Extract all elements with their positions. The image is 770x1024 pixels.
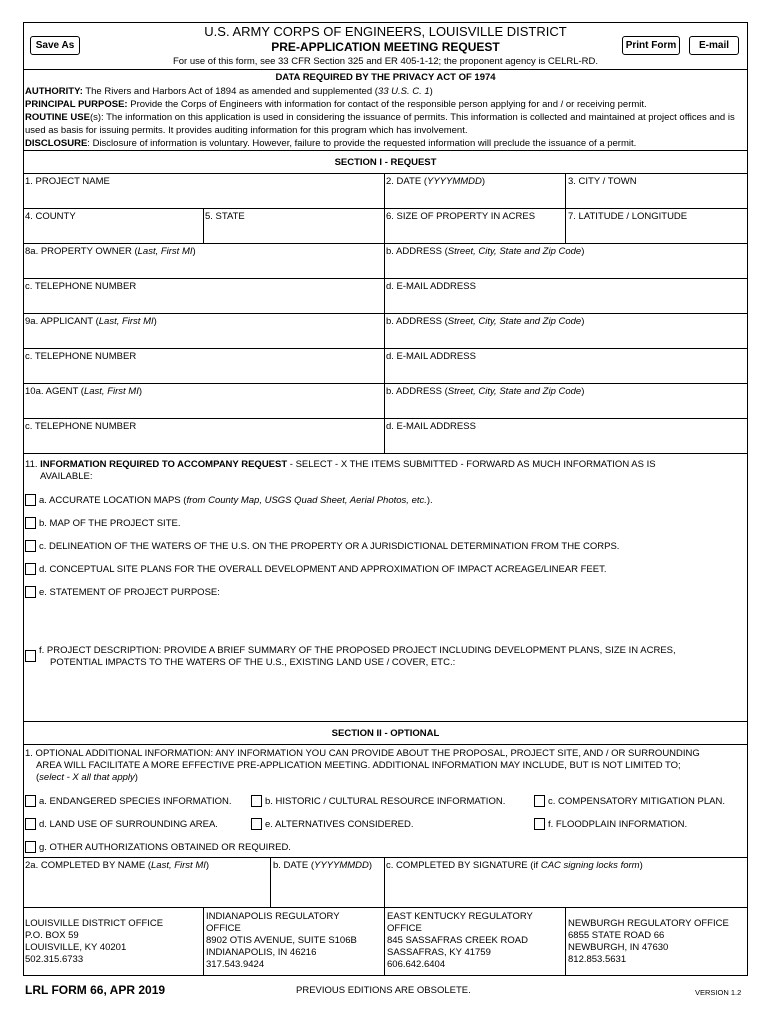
project-site-map-label: b. MAP OF THE PROJECT SITE. [39,518,181,529]
latlong-input[interactable] [568,225,745,241]
floodplain-label: f. FLOODPLAIN INFORMATION. [548,819,688,830]
disclosure-label: DISCLOSURE [25,138,88,149]
optional-info-line2: AREA WILL FACILITATE A MORE EFFECTIVE PRE-APPLICATION MEETING. ADDITIONAL INFORMATION MAY INCLUDE, BUT IS NOT LIMITED TO; [36,760,681,771]
checkbox-floodplain[interactable] [534,818,545,830]
purpose-label: PRINCIPAL PURPOSE: [25,99,128,110]
privacy-statement [25,85,745,150]
agent-email-input[interactable] [386,435,745,451]
completed-date-input[interactable] [273,876,381,892]
checkbox-compensatory-mitigation[interactable] [534,795,545,807]
applicant-address-label: b. ADDRESS (Street, City, State and Zip Code) [386,316,585,327]
routine-text: : The information on this application is used in considering the issuance of permits. This information is collected and maintained at project offices and is used as basis for issuing permits. It provides auditing information for this program which has involvement. [25,112,735,136]
date-label: 2. DATE (YYYYMMDD) [386,176,486,187]
save-as-button[interactable]: Save As [30,36,80,55]
project-name-input[interactable] [25,190,382,206]
routine-paren: (s) [89,112,102,123]
print-form-button[interactable]: Print Form [622,36,680,55]
header-agency: U.S. ARMY CORPS OF ENGINEERS, LOUISVILLE DISTRICT [204,24,567,39]
owner-address-input[interactable] [386,260,745,276]
city-label: 3. CITY / TOWN [568,176,637,187]
signature-label: c. COMPLETED BY SIGNATURE (if CAC signing locks form) [386,860,643,871]
authority-label: AUTHORITY: [25,86,83,97]
completed-by-name-input[interactable] [25,876,268,892]
email-button[interactable]: E-mail [689,36,739,55]
size-input[interactable] [386,225,563,241]
project-purpose-input[interactable] [39,601,739,641]
east-kentucky-office: EAST KENTUCKY REGULATORY OFFICE 845 SASSAFRAS CREEK ROAD SASSAFRAS, KY 41759 606.642.6404 [387,911,533,970]
owner-address-label: b. ADDRESS (Street, City, State and Zip Code) [386,246,585,257]
form-title: PRE-APPLICATION MEETING REQUEST [271,40,500,54]
applicant-phone-label: c. TELEPHONE NUMBER [25,351,137,362]
date-input[interactable] [386,190,563,206]
project-description-input[interactable] [39,672,739,718]
privacy-title: DATA REQUIRED BY THE PRIVACY ACT OF 1974 [275,72,496,83]
routine-label: ROUTINE USE [25,112,90,123]
agent-phone-label: c. TELEPHONE NUMBER [25,421,137,432]
pre-application-form [23,22,748,1012]
indianapolis-office: INDIANAPOLIS REGULATORY OFFICE 8902 OTIS AVENUE, SUITE S106B INDIANAPOLIS, IN 46216 317.543.9424 [206,911,357,970]
checkbox-project-site-map[interactable] [25,517,36,529]
authority-end: ) [429,86,433,97]
project-description-label: f. PROJECT DESCRIPTION: PROVIDE A BRIEF SUMMARY OF THE PROPOSED PROJECT INCLUDING DEVELOPMENT PLANS, SIZE IN ACRES, [39,645,676,656]
agent-email-label: d. E-MAIL ADDRESS [386,421,476,432]
state-input[interactable] [205,225,382,241]
form-use-note: For use of this form, see 33 CFR Section 325 and ER 405-1-12; the proponent agency is CELRL-RD. [172,56,599,67]
project-purpose-label: e. STATEMENT OF PROJECT PURPOSE: [39,587,220,598]
compensatory-mitigation-label: c. COMPENSATORY MITIGATION PLAN. [548,796,726,807]
optional-info-line1: 1. OPTIONAL ADDITIONAL INFORMATION: ANY INFORMATION YOU CAN PROVIDE ABOUT THE PROPOSAL, PROJECT SITE, AND / OR SURROUNDING [25,748,700,759]
owner-phone-input[interactable] [25,295,382,311]
checkbox-location-maps[interactable] [25,494,36,506]
checkbox-land-use[interactable] [25,818,36,830]
owner-phone-label: c. TELEPHONE NUMBER [25,281,137,292]
newburgh-office: NEWBURGH REGULATORY OFFICE 6855 STATE ROAD 66 NEWBURGH, IN 47630 812.853.5631 [568,918,729,965]
signature-field[interactable] [386,874,745,904]
obsolete-note: PREVIOUS EDITIONS ARE OBSOLETE. [296,985,471,996]
owner-label: 8a. PROPERTY OWNER (Last, First MI) [25,246,196,257]
louisville-office: LOUISVILLE DISTRICT OFFICE P.O. BOX 59 LOUISVILLE, KY 40201 502.315.6733 [25,918,164,965]
checkbox-endangered-species[interactable] [25,795,36,807]
checkbox-project-description[interactable] [25,650,36,662]
checkbox-historic-cultural[interactable] [251,795,262,807]
applicant-name-input[interactable] [25,330,382,346]
delineation-label: c. DELINEATION OF THE WATERS OF THE U.S. ON THE PROPERTY OR A JURISDICTIONAL DETERMINATION FROM THE CORPS. [39,541,620,552]
applicant-address-input[interactable] [386,330,745,346]
historic-cultural-label: b. HISTORIC / CULTURAL RESOURCE INFORMATION. [265,796,506,807]
county-label: 4. COUNTY [25,211,76,222]
applicant-email-input[interactable] [386,365,745,381]
city-input[interactable] [568,190,745,206]
owner-name-input[interactable] [25,260,382,276]
location-maps-label: a. ACCURATE LOCATION MAPS (from County Map, USGS Quad Sheet, Aerial Photos, etc.). [39,495,433,506]
other-authorizations-label: g. OTHER AUTHORIZATIONS OBTAINED OR REQUIRED. [39,842,291,853]
optional-info-line3: (select - X all that apply) [36,772,138,783]
latlong-label: 7. LATITUDE / LONGITUDE [568,211,688,222]
section2-title: SECTION II - OPTIONAL [331,728,440,739]
purpose-text: Provide the Corps of Engineers with information for contact of the responsible person applying for and / or receiving permit. [127,99,647,110]
site-plans-label: d. CONCEPTUAL SITE PLANS FOR THE OVERALL DEVELOPMENT AND APPROXIMATION OF IMPACT ACREAGE/LINEAR FEET. [39,564,607,575]
authority-text: The Rivers and Harbors Act of 1894 as amended and supplemented ( [82,86,378,97]
item11-heading: 11. INFORMATION REQUIRED TO ACCOMPANY REQUEST - SELECT - X THE ITEMS SUBMITTED - FORWARD AS MUCH INFORMATION AS IS [25,459,656,470]
applicant-label: 9a. APPLICANT (Last, First MI) [25,316,157,327]
section1-title: SECTION I - REQUEST [334,157,437,168]
applicant-email-label: d. E-MAIL ADDRESS [386,351,476,362]
project-name-label: 1. PROJECT NAME [25,176,110,187]
state-label: 5. STATE [205,211,245,222]
version-label: VERSION 1.2 [695,988,742,997]
item11-heading-cont: AVAILABLE: [40,471,93,482]
agent-address-input[interactable] [386,400,745,416]
owner-email-input[interactable] [386,295,745,311]
owner-email-label: d. E-MAIL ADDRESS [386,281,476,292]
checkbox-alternatives[interactable] [251,818,262,830]
alternatives-label: e. ALTERNATIVES CONSIDERED. [265,819,414,830]
completed-date-label: b. DATE (YYYYMMDD) [273,860,373,871]
checkbox-other-authorizations[interactable] [25,841,36,853]
checkbox-site-plans[interactable] [25,563,36,575]
land-use-label: d. LAND USE OF SURROUNDING AREA. [39,819,218,830]
agent-address-label: b. ADDRESS (Street, City, State and Zip Code) [386,386,585,397]
applicant-phone-input[interactable] [25,365,382,381]
endangered-species-label: a. ENDANGERED SPECIES INFORMATION. [39,796,232,807]
completed-by-name-label: 2a. COMPLETED BY NAME (Last, First MI) [25,860,210,871]
agent-label: 10a. AGENT (Last, First MI) [25,386,143,397]
form-id: LRL FORM 66, APR 2019 [25,983,166,997]
authority-cite: 33 U.S. C. 1 [377,86,430,97]
checkbox-delineation[interactable] [25,540,36,552]
county-input[interactable] [25,225,200,241]
disclosure-text: : Disclosure of information is voluntary. However, failure to provide the requested information will preclude the issuance of a permit. [87,138,637,149]
project-description-label-cont: POTENTIAL IMPACTS TO THE WATERS OF THE U.S., EXISTING LAND USE / COVER, ETC.: [50,657,456,668]
agent-phone-input[interactable] [25,435,382,451]
checkbox-project-purpose[interactable] [25,586,36,598]
size-label: 6. SIZE OF PROPERTY IN ACRES [386,211,536,222]
agent-name-input[interactable] [25,400,382,416]
